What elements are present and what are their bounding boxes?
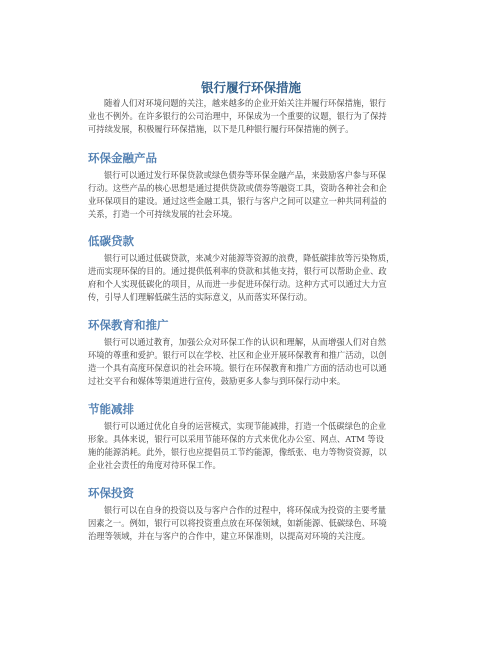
paragraph-line: 随着人们对环境问题的关注，越来越多的企业开始关注并履行环保措施，银行 xyxy=(104,98,387,108)
section-heading-environmental-education: 环保教育和推广 xyxy=(88,318,169,332)
section-paragraph-green-investment xyxy=(88,504,418,543)
paragraph-line: 企业社会责任的角度对待环保工作。 xyxy=(88,460,221,470)
paragraph-line: 银行可以通过发行环保贷款或绿色债券等环保金融产品，来鼓励客户参与环保 xyxy=(104,170,387,180)
paragraph-line: 业环保项目的建设。通过这些金融工具，银行与客户之间可以建立一种共同利益的 xyxy=(88,196,387,206)
paragraph-line: 因素之一。例如，银行可以将投资重点放在环保领域，如新能源、低碳绿色、环境 xyxy=(88,518,387,528)
section-paragraph-energy-saving xyxy=(88,420,418,472)
section-heading-green-finance-products: 环保金融产品 xyxy=(88,151,157,165)
section-heading-green-investment: 环保投资 xyxy=(88,486,134,500)
paragraph-line: 传，引导人们理解低碳生活的实际意义，从而落实环保行动。 xyxy=(88,292,313,302)
paragraph-line: 银行可以通过优化自身的运营模式，实现节能减排，打造一个低碳绿色的企业 xyxy=(104,421,387,431)
paragraph-line: 关系，打造一个可持续发展的社会环境。 xyxy=(88,209,238,219)
paragraph-line: 过社交平台和媒体等渠道进行宣传，鼓励更多人参与到环保行动中来。 xyxy=(88,376,346,386)
paragraph-line: 业也不例外。在许多银行的公司治理中，环保成为一个重要的议题，银行为了保持 xyxy=(88,111,387,121)
paragraph-line: 造一个具有高度环保意识的社会环境。银行在环保教育和推广方面的活动也可以通 xyxy=(88,363,387,373)
section-paragraph-green-finance-products xyxy=(88,169,418,221)
paragraph-line: 环境的尊重和爱护。银行可以在学校、社区和企业开展环保教育和推广活动，以创 xyxy=(88,350,387,360)
section-paragraph-low-carbon-loans xyxy=(88,252,418,304)
section-heading-low-carbon-loans: 低碳贷款 xyxy=(88,234,134,248)
paragraph-line: 施的能源消耗。此外，银行也应提倡员工节约能源，像纸张、电力等物资资源，以 xyxy=(88,447,387,457)
paragraph-line: 银行可以通过低碳贷款，来减少对能源等资源的浪费，降低碳排放等污染物质， xyxy=(104,253,395,263)
paragraph-line: 银行可以在自身的投资以及与客户合作的过程中，将环保成为投资的主要考量 xyxy=(104,505,387,515)
paragraph-line: 形象。具体来说，银行可以采用节能环保的方式来优化办公室、网点、ATM 等设 xyxy=(88,434,385,444)
intro-paragraph xyxy=(88,97,418,136)
paragraph-line: 府和个人实现低碳化的项目，从而进一步促进环保行动。这种方式可以通过大力宣 xyxy=(88,279,387,289)
section-heading-energy-saving: 节能减排 xyxy=(88,402,134,416)
document-title: 银行履行环保措施 xyxy=(200,80,301,95)
section-paragraph-environmental-education xyxy=(88,336,418,388)
paragraph-line: 进而实现环保的目的。通过提供低利率的贷款和其他支持，银行可以帮助企业、政 xyxy=(88,266,387,276)
paragraph-line: 可持续发展，积极履行环保措施，以下是几种银行履行环保措施的例子。 xyxy=(88,124,354,134)
paragraph-line: 治理等领域，并在与客户的合作中，建立环保准则，以提高对环境的关注度。 xyxy=(88,531,371,541)
paragraph-line: 银行可以通过教育，加强公众对环保工作的认识和理解，从而增强人们对自然 xyxy=(104,337,387,347)
paragraph-line: 行动。这些产品的核心思想是通过提供贷款或债券等融资工具，资助各种社会和企 xyxy=(88,183,387,193)
